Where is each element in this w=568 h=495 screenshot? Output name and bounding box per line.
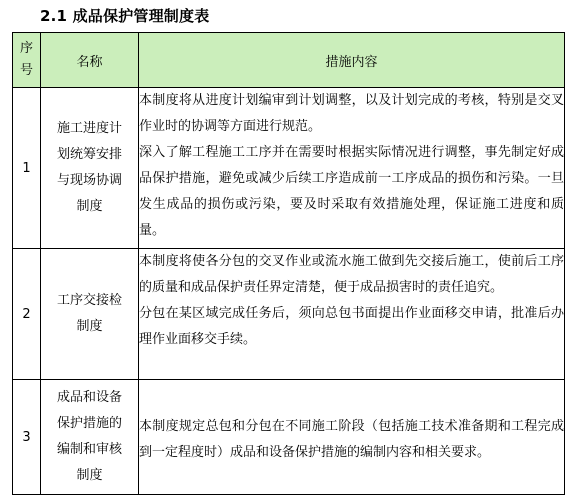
measure-paragraph: 本制度将从进度计划编审到计划调整，以及计划完成的考核，特别是交叉作业时的协调等方面进行规范。 (139, 93, 564, 134)
section-heading: 2.1 成品保护管理制度表 (40, 7, 210, 25)
row-name: 成品和设备 保护措施的 编制和审核 制度 (41, 380, 139, 495)
header-measures: 措施内容 (139, 33, 565, 88)
row-name: 工序交接检 制度 (41, 249, 139, 380)
row-name: 施工进度计 划统筹安排 与现场协调 制度 (41, 88, 139, 249)
measure-paragraph: 本制度规定总包和分包在不同施工阶段（包括施工技术准备期和工程完成到一定程度时）成品和设备保护措施的编制内容和相关要求。 (139, 419, 564, 460)
row-number: 3 (13, 380, 41, 495)
row-number: 2 (13, 249, 41, 380)
measure-paragraph: 深入了解工程施工工序并在需要时根据实际情况进行调整，事先制定好成品保护措施，避免或减少后续工序造成前一工序成品的损伤和污染。一旦发生成品的损伤或污染，要及时采取有效措施处理，保证施工进度和质量。 (139, 145, 564, 238)
table-header-row (13, 33, 565, 88)
row-measures (139, 380, 565, 495)
protection-system-table (12, 32, 565, 495)
header-serial-number: 序 号 (13, 33, 41, 88)
row-measures (139, 88, 565, 249)
table-row (13, 380, 565, 495)
table-row (13, 249, 565, 380)
table-row (13, 88, 565, 249)
row-number: 1 (13, 88, 41, 249)
header-name: 名称 (41, 33, 139, 88)
measure-paragraph: 分包在某区域完成任务后，须向总包书面提出作业面移交申请，批准后办理作业面移交手续。 (139, 306, 564, 347)
measure-paragraph: 本制度将使各分包的交叉作业或流水施工做到先交接后施工，使前后工序的质量和成品保护责任界定清楚，便于成品损害时的责任追究。 (139, 254, 564, 295)
row-measures (139, 249, 565, 380)
